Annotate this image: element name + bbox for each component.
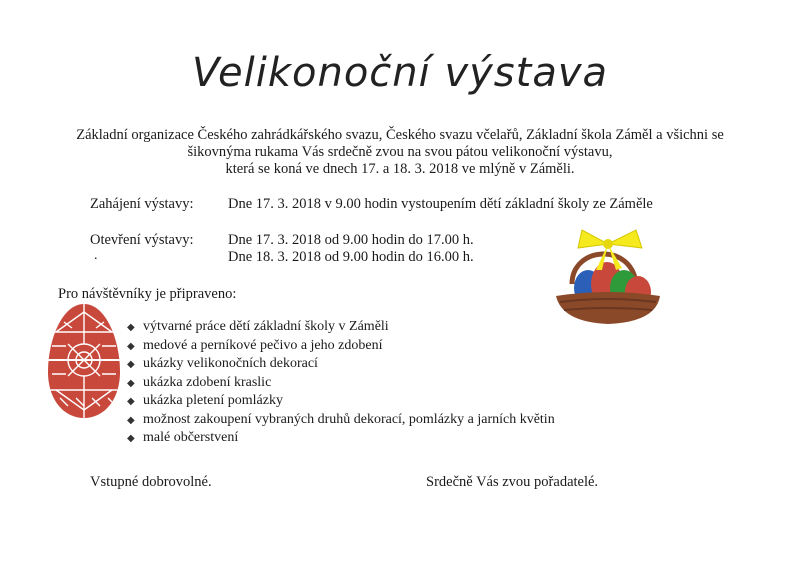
prepared-title: Pro návštěvníky je připraveno: — [58, 286, 237, 302]
admission-note: Vstupné dobrovolné. — [90, 474, 212, 490]
list-item: ◆ možnost zakoupení vybraných druhů dekorací, pomlázky a jarních květin — [127, 411, 555, 430]
stray-dot: . — [94, 248, 98, 263]
list-item: ◆ medové a perníkové pečivo a jeho zdobení — [127, 337, 555, 356]
intro-line: šikovnýma rukama Vás srdečně zvou na svou pátou velikonoční výstavu, — [187, 144, 613, 160]
bullet-icon: ◆ — [127, 433, 135, 444]
bullet-icon: ◆ — [127, 322, 135, 333]
opening-hours-day1: Dne 17. 3. 2018 od 9.00 hodin do 17.00 h. — [228, 232, 474, 248]
bullet-icon: ◆ — [127, 340, 135, 352]
intro-line: Základní organizace Českého zahrádkářského svazu, Českého svazu včelařů, Základní škola Záměl a všichni se — [76, 127, 724, 143]
opening-ceremony-value: Dne 17. 3. 2018 v 9.00 hodin vystoupením dětí základní školy ze Záměle — [228, 196, 653, 212]
list-item: ◆ malé občerstvení — [127, 429, 555, 448]
opening-hours-label: Otevření výstavy: — [90, 232, 194, 248]
bullet-icon: ◆ — [127, 396, 135, 407]
bullet-icon: ◆ — [127, 414, 135, 426]
decorated-egg-icon — [46, 302, 122, 420]
easter-basket-icon — [552, 226, 668, 326]
intro-line: která se koná ve dnech 17. a 18. 3. 2018 ve mlýně v Záměli. — [225, 161, 575, 177]
intro-paragraph — [40, 127, 760, 178]
list-item: ◆ ukázka pletení pomlázky — [127, 392, 555, 411]
list-item: ◆ ukázka zdobení kraslic — [127, 374, 555, 393]
bullet-icon: ◆ — [127, 377, 135, 389]
poster-title: Velikonoční výstava — [191, 50, 609, 96]
list-item: ◆ výtvarné práce dětí základní školy v Záměli — [127, 318, 555, 337]
organizers-note: Srdečně Vás zvou pořadatelé. — [426, 474, 599, 490]
bullet-icon: ◆ — [127, 359, 135, 370]
opening-ceremony-label: Zahájení výstavy: — [90, 196, 194, 212]
prepared-list — [127, 318, 555, 448]
list-item: ◆ ukázky velikonočních dekorací — [127, 355, 555, 374]
opening-hours-day2: Dne 18. 3. 2018 od 9.00 hodin do 16.00 h. — [228, 249, 474, 265]
